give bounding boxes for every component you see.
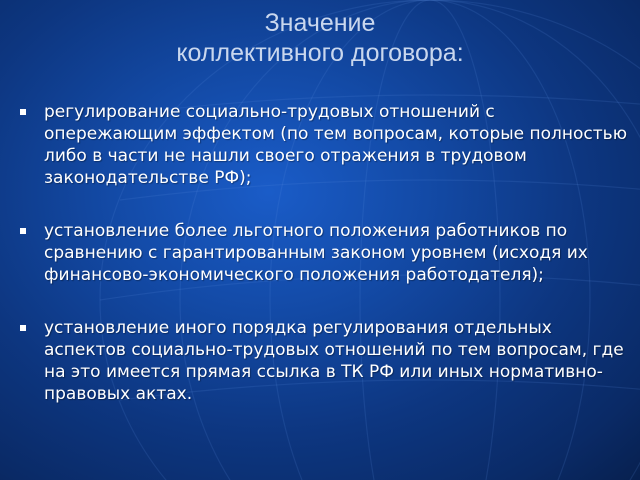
square-bullet-icon <box>20 228 26 234</box>
bullet-item <box>20 317 630 405</box>
slide-title <box>0 8 640 68</box>
title-line-1: Значение <box>264 9 376 37</box>
square-bullet-icon <box>20 325 26 331</box>
square-bullet-icon <box>20 109 26 115</box>
bullet-item <box>20 220 630 286</box>
bullet-text: установление иного порядка регулирования отдельных аспектов социально-трудовых отношений по тем вопросам, где на это имеется прямая ссылка в ТК РФ или иных нормативно-правовых актах. <box>44 318 624 404</box>
bullet-text: установление более льготного положения работников по сравнению с гарантированным законом уровнем (исходя их финансово-экономического положения работодателя); <box>44 221 588 285</box>
title-line-2: коллективного договора: <box>176 39 464 67</box>
bullet-text: регулирование социально-трудовых отношений с опережающим эффектом (по тем вопросам, которые полностью либо в части не нашли своего отражения в трудовом законодательстве РФ); <box>44 102 628 188</box>
bullet-item <box>20 101 630 189</box>
bullet-list <box>20 101 630 405</box>
